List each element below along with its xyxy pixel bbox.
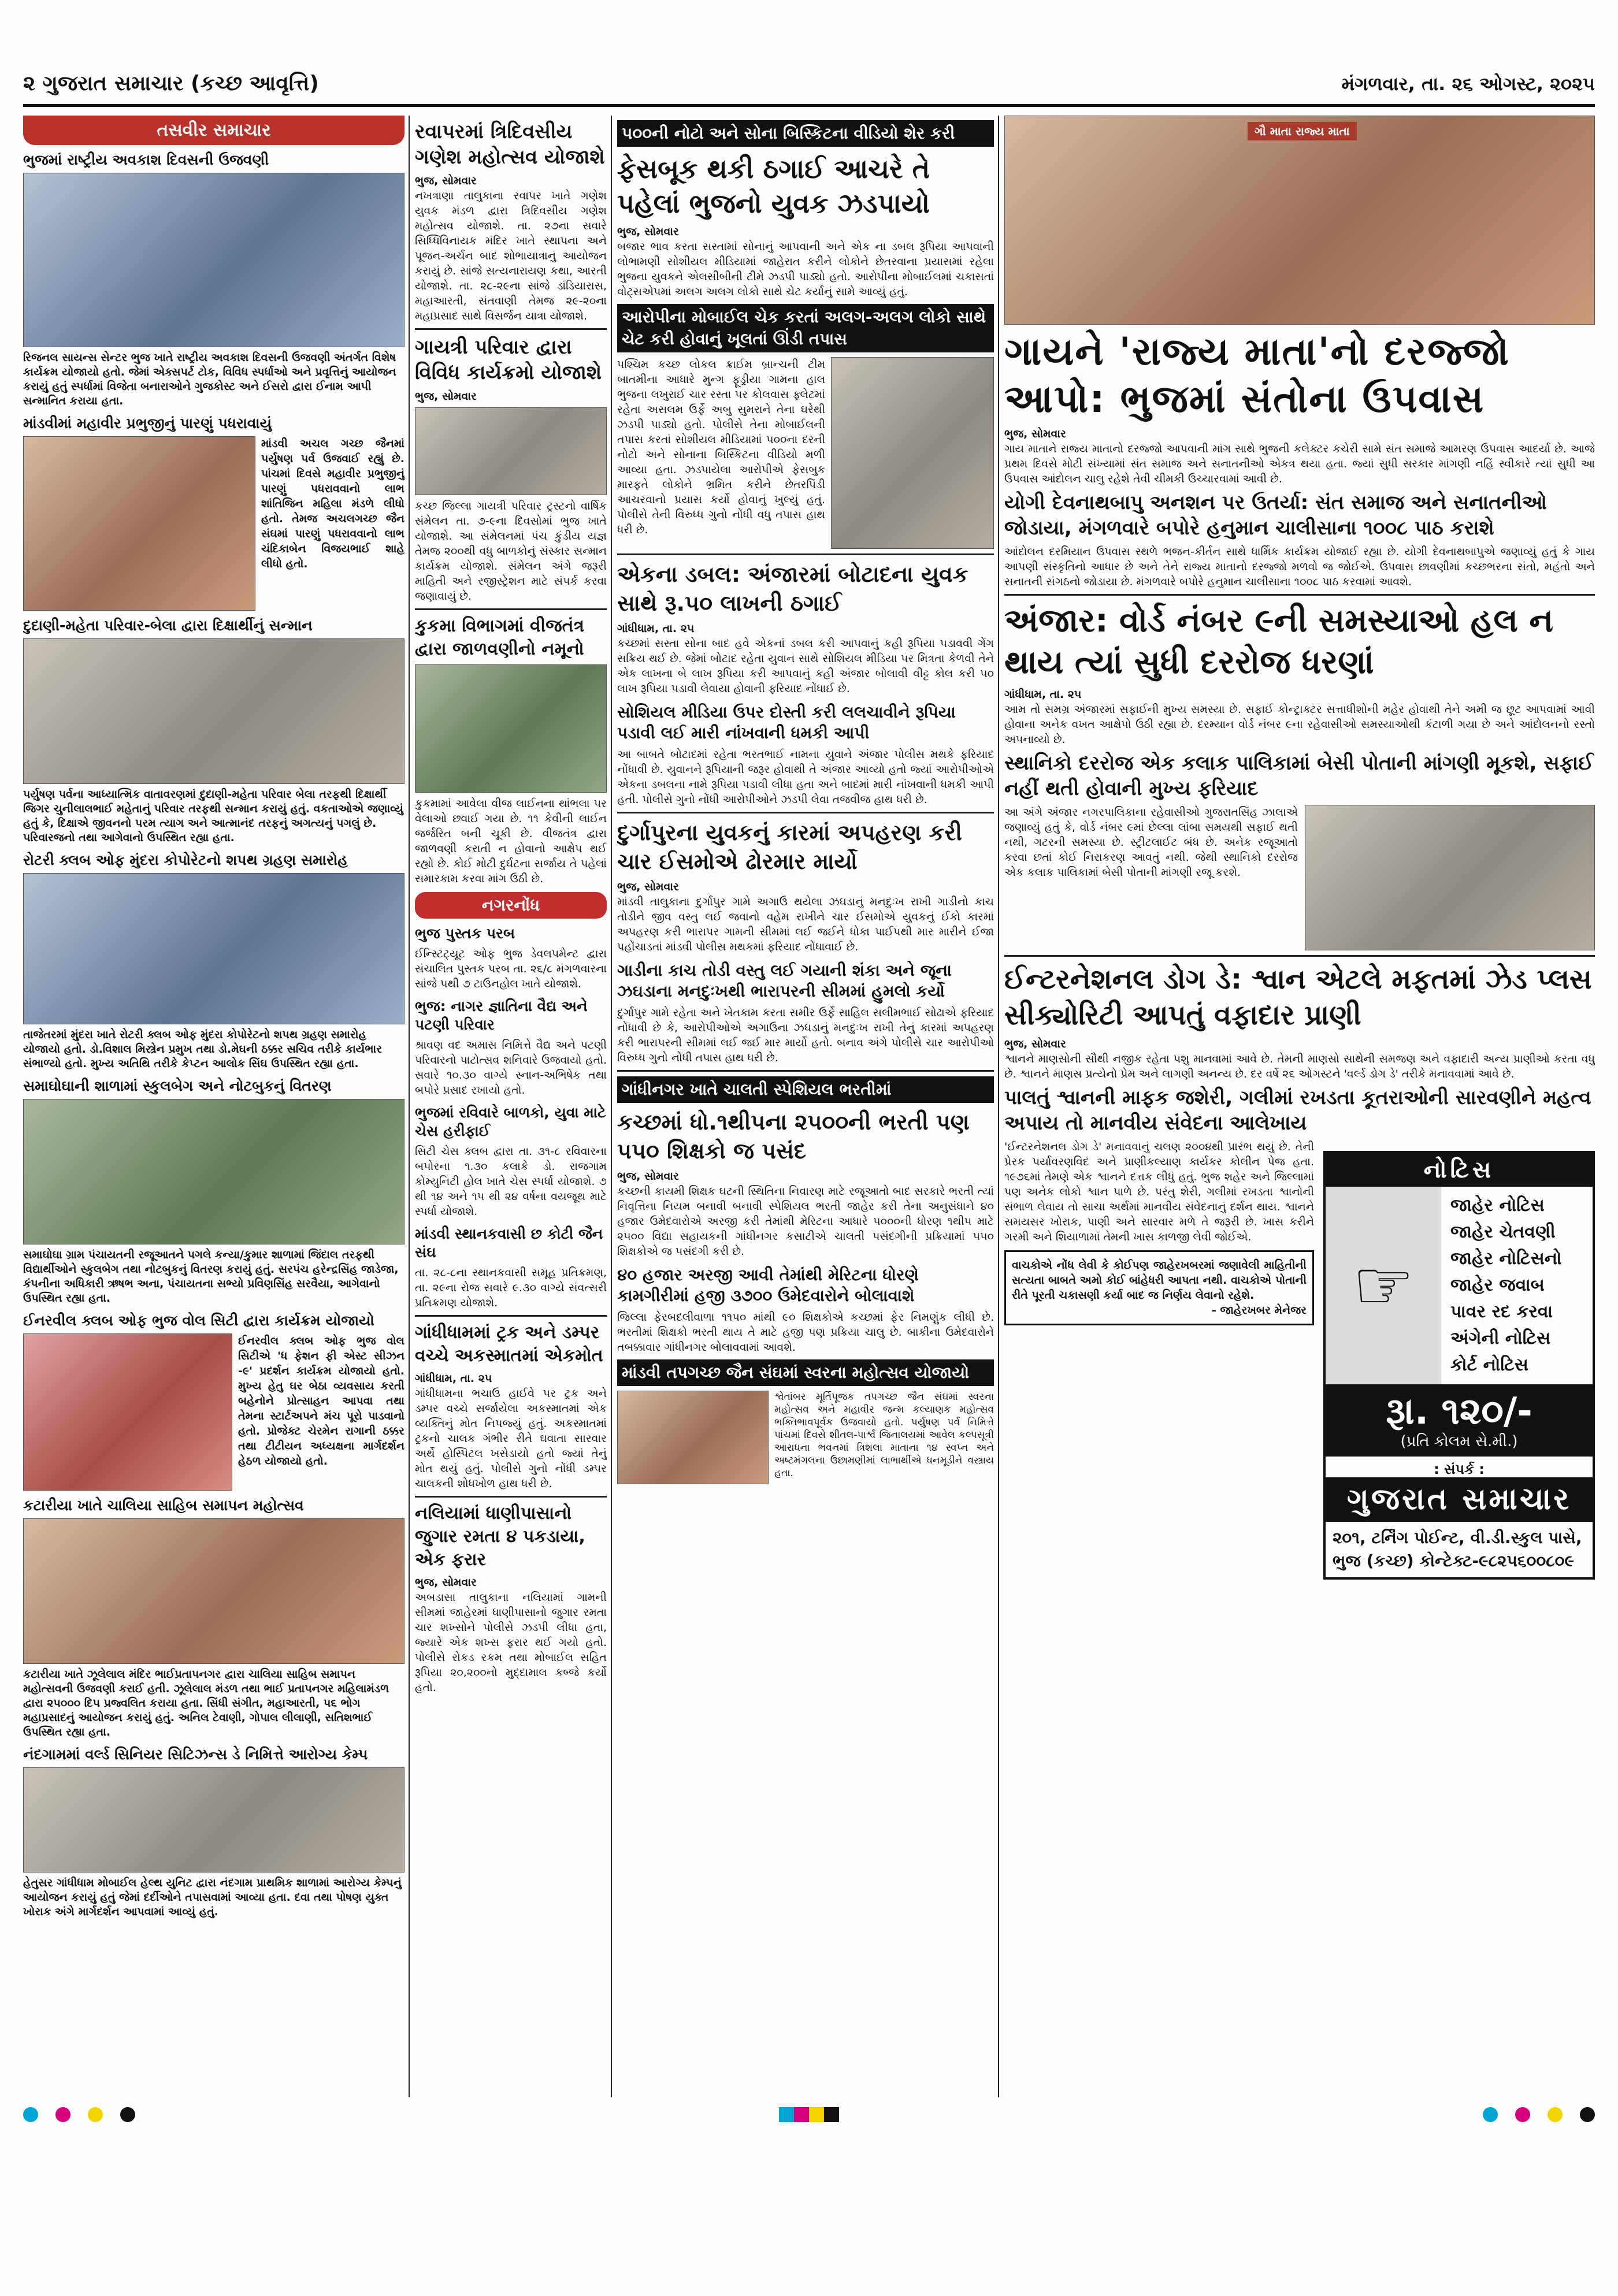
- story-body: કચ્છ જિલ્લા ગાયત્રી પરિવાર ટ્રસ્ટનો વાર્ષિક સંમેલન તા. ૭-૯ના દિવસોમાં ભુજ ખાતે યોજાશે. આ સંમેલનમાં પંચ કુંડીય યજ્ઞ તેમજ ૨૦૦થી વધુ બાળકોનું સંસ્કાર સન્માન કાર્યક્રમ યોજાશે. સંમેલન અંગે જરૂરી માહિતી અને રજીસ્ટ્રેશન માટે સંપર્ક કરવા જણાવાયું છે.: [415, 500, 607, 603]
- headline: એકના ડબલ: અંજારમાં બોટાદના યુવક સાથે રૂ.૫૦ લાખની ઠગાઈ: [617, 562, 968, 616]
- dateline: ભુજ, સોમવાર: [415, 174, 477, 187]
- column-local-briefs: [415, 116, 607, 2097]
- notice-item: પાવર રદ કરવા અંગેની નોટિસ: [1450, 1302, 1553, 1348]
- ad-disclaimer: [1004, 1250, 1314, 1325]
- column-crime-news: [617, 116, 994, 2097]
- magenta-dot-icon: [55, 2107, 70, 2122]
- headline: ગાયત્રી પરિવાર દ્વારા વિવિધ કાર્યક્રમો યોજાશે: [415, 336, 602, 384]
- classified-notice-ad: [1323, 1139, 1595, 1580]
- photo: [23, 1333, 232, 1491]
- divider: [617, 812, 994, 813]
- dateline: ભુજ, સોમવાર: [1004, 1038, 1066, 1050]
- photo-caption: કટારીયા ખાતે ઝૂલેલાલ મંદિર ભાઈપ્રતાપનગર દ્વારા ચાલિયા સાહિબ સમાપન મહોત્સવની ઉજવણી કરાઈ હતી. ઝૂલેલાલ મંડળ તથા ભાઈ પ્રતાપનગર મહિલામંડળ દ્વારા ૨૫૦૦૦ દિપ પ્રજ્વલિત કરાયા હતા. સિંધી સંગીત, મહાઆરતી, ૫૬ ભોગ મહાપ્રસાદનું આયોજન કરાયું હતું. અનિલ ટેવાણી, ગોપાલ લીલાણી, સતિશભાઈ ઉપસ્થિત રહ્યા હતા.: [23, 1668, 389, 1738]
- notice-item: જાહેર ચેતવણી: [1450, 1222, 1556, 1242]
- story-body: પશ્ચિમ કચ્છ લોકલ ક્રાઈમ બ્રાન્ચની ટીમ બાતમીના આધારે મુન્ગ ફૂડ્રીયા ગામના હાલ ભુજના લખુરાઈ ચાર રસ્તા પર કોલવાસ ફ્લેટમાં રહેતા અસલમ ઉર્ફે અબુ સુમરાને તેના ઘરેથી ઝડપી પાડ્યો હતો. પોલીસે તેના મોબાઈલની તપાસ કરતાં સોશીયલ મીડિયામાં ૫૦૦ના દરની નોટો અને સોનાના બિસ્કિટના વીડિયો મળી આવ્યા હતા. ઝડપાયેલા આરોપીએ ફેસબુક મારફતે લોકોને ભ્રમિત કરીને છેતરપિંડી આચરવાનો પ્રયાસ કર્યો હોવાનું ખુલ્યું હતું. પોલીસે તેની વિરુધ્ધ ગુનો નોંધી વધુ તપાસ હાથ ધરી છે.: [617, 358, 825, 536]
- subheadline: ગાડીના કાચ તોડી વસ્તુ લઈ ગયાની શંકા અને જૂના ઝઘડાના મનદુઃખથી ભારાપરની સીમમાં હુમલો કર્યો: [617, 961, 952, 1001]
- story-body: આંદોલન દરમિયાન ઉપવાસ સ્થળે ભજન-કીર્તન સાથે ધાર્મિક કાર્યક્રમ યોજાઈ રહ્યા છે. યોગી દેવનાથબાપુએ જણાવ્યું હતું કે ગાય આપણી સંસ્કૃતિનો આધાર છે અને તેને રાજ્ય માતાનો દરજ્જો મળવો જ જોઈએ. ઉપવાસ છાવણીમાં કચ્છભરના સંતો, મહંતો અને સનાતની સંગઠનો જોડાયા છે. મંગળવારે બપોરે હનુમાન ચાલીસાના ૧૦૦૮ પાઠ કરવામાં આવશે.: [1004, 545, 1595, 588]
- ad-price-unit: (પ્રતિ કોલમ સે.મી.): [1326, 1433, 1593, 1457]
- masthead: [23, 64, 1595, 107]
- subheadline: સોશિયલ મીડિયા ઉપર દોસ્તી કરી લલચાવીને રૂપિયા પડાવી લઈ મારી નાંખવાની ધમકી આપી: [617, 703, 956, 742]
- dateline: ભુજ, સોમવાર: [617, 880, 679, 893]
- photo: [1305, 805, 1595, 950]
- photo-caption: સમાઘોઘા ગ્રામ પંચાયતની રજૂઆતને પગલે કન્યા/કુમાર શાળામાં જિંદાલ તરફથી વિદ્યાર્થીઓને સ્કુલબેગ તથા નોટબુકનું વિતરણ કરાયું હતું. સરપંચ હરેન્દ્રસિંહ જાડેજા, કંપનીના અધિકારી ઋષભ અના, પંચાયતના સભ્યો પ્રવિણસિંહ સરવૈયા, આગેવાનો ઉપસ્થિત રહ્યા હતા.: [23, 1249, 399, 1305]
- yellow-dot-icon: [1548, 2107, 1563, 2122]
- notice-item: કોર્ટ નોટિસ: [1450, 1355, 1528, 1375]
- kicker: ૫૦૦ની નોટો અને સોના બિસ્કિટના વીડિયો શેર કરી: [617, 120, 994, 147]
- headline: રવાપરમાં ત્રિદિવસીય ગણેશ મહોત્સવ યોજાશે: [415, 120, 605, 169]
- black-dot-icon: [1580, 2107, 1595, 2122]
- story-body: માંડવી તાલુકાના દુર્ગાપુર ગામે અગાઉ થયેલા ઝઘડાનું મનદુઃખ રાખી ગાડીનો કાચ તોડીને જીવ વસ્તુ લઈ જવાનો વહેમ રાખીને ચાર ઈસમોએ યુવકનું ઈકો કારમાં અપહરણ કરી ભારાપર ગામની સીમમાં લઈ જઈને ધોકા પાઈપથી માર મારીને ઈજા પહોંચાડતાં માંડવી પોલીસ મથકમાં ફરિયાદ નોંધાવાઈ છે.: [617, 896, 994, 953]
- magenta-dot-icon: [1515, 2107, 1530, 2122]
- headline: દુર્ગાપુરના યુવકનું કારમાં અપહરણ કરી ચાર ઈસમોએ ઢોરમાર માર્યો: [617, 820, 962, 874]
- dateline: ભુજ, સોમવાર: [617, 1170, 679, 1183]
- divider: [415, 328, 607, 330]
- black-dot-icon: [120, 2107, 135, 2122]
- brief-title: ભુજ પુસ્તક પરબ: [415, 925, 515, 942]
- photo: [23, 173, 404, 347]
- story-body: જિલ્લા ફેરબદલીવાળા ૧૧૫૦ માંથી ૯૦ શિક્ષકોએ કચ્છમાં ફેર નિમણુંક લીધી છે. ભરતીમાં શિક્ષકો ભરતી થાય તે માટે હજી પણ પ્રક્રિયા ચાલુ છે. બાકીના ઉમેદવારોને તબક્કાવાર ગાંધીનગર બોલાવવામાં આવશે.: [617, 1311, 994, 1354]
- column-rule: [998, 116, 999, 2097]
- masthead-left: ૨ ગુજરાત સમાચાર (કચ્છ આવૃત્તિ): [23, 72, 319, 95]
- story-body: કુકમામાં આવેલા વીજ લાઈનના થાંભલા પર વેલાઓ છવાઈ ગયા છે. ૧૧ કેવીની લાઈન જર્જરિત બની ચૂકી છે. વીજતંત્ર દ્વારા જાળવણી કરાતી ન હોવાનો આક્ષેપ થઈ રહ્યો છે. કોઈ મોટી દુર્ઘટના સર્જાય તે પહેલાં સમારકામ કરવા માંગ ઉઠી છે.: [415, 797, 607, 885]
- notice-item: જાહેર નોટિસ: [1450, 1195, 1545, 1216]
- story-body: માંડવી અચલ ગચ્છ જૈનમાં પર્યુષણ પર્વ ઉજવાઈ રહ્યું છે. પાંચમાં દિવસે મહાવીર પ્રભુજીનું પારણું પધરાવવાનો લાભ શાંતિજિન મહિલા મંડળે લીધો હતો. તેમજ અચલગચ્છ જૈન સંઘમાં પારણું પધરાવવાનો લાભ ચંદિકાબેન વિજયભાઈ શાહે લીધો હતો.: [261, 437, 404, 570]
- brief-title: માંડવી સ્થાનકવાસી છ કોટી જૈન સંઘ: [415, 1225, 603, 1261]
- photo: [23, 1518, 404, 1664]
- story-title: રોટરી ક્લબ ઓફ મુંદરા કોપોરેટનો શપથ ગ્રહણ સમારોહ: [23, 852, 348, 868]
- dateline: ભુજ, સોમવાર: [415, 390, 477, 403]
- photo: [23, 1767, 404, 1873]
- cyan-swatch-icon: [779, 2107, 794, 2122]
- story-title: ભુજમાં રાષ્ટ્રીય અવકાશ દિવસની ઉજવણી: [23, 151, 269, 168]
- column-rule: [611, 116, 612, 2097]
- divider: [1004, 955, 1595, 957]
- headline: કચ્છમાં ધો.૧થી૫ના ૨૫૦૦ની ભરતી પણ ૫૫૦ શિક્ષકો જ પસંદ: [617, 1109, 970, 1164]
- headline: ગાંધીધામમાં ટ્રક અને ડમ્પર વચ્ચે અકસ્માતમાં એકમોત: [415, 1322, 603, 1366]
- column-photo-news: [23, 116, 404, 2097]
- divider: [617, 1070, 994, 1072]
- story-title: નંદગામમાં વર્લ્ડ સિનિયર સિટિઝન્સ ડે નિમિત્તે આરોગ્ય કેમ્પ: [23, 1746, 368, 1763]
- dateline: ગાંધીધામ, તા. ૨૫: [617, 622, 695, 635]
- subheadline: પાલતું શ્વાનની માફક જશેરી, ગલીમાં રખડતા કૂતરાઓની સારવણીને મહત્વ અપાય તો માનવીય સંવેદના આલેખાય: [1004, 1086, 1591, 1135]
- lead-photo: [1004, 116, 1595, 325]
- story-body: આ અંગે અંજાર નગરપાલિકાના રહેવાસીઓ ગુજરાતસિંહ ઝાલાએ જણાવ્યું હતું કે, વોર્ડ નંબર ૯માં છેલ્લા લાંબા સમયથી સફાઈ થતી નથી, ગટરની સમસ્યા છે. સ્ટ્રીટલાઈટ બંધ છે. અનેક રજૂઆતો કરવા છતાં કોઈ નિરાકરણ આવતું નથી. જેથી સ્થાનિકો દરરોજ એક કલાક પાલિકામાં બેસી પોતાની માંગણી રજૂ કરશે.: [1004, 806, 1298, 879]
- story-body: કચ્છની કાયમી શિક્ષક ઘટની સ્થિતિના નિવારણ માટે રજૂઆતો બાદ સરકારે ભરતી ત્યાં નિવૃત્તિના નિયમ બનાવી બનાવી સ્પેશિયલ ભરતી જાહેર કરી તેના અનુસંધાને ૪૦ હજાર ઉમેદવારોએ અરજી કરી તેમાંથી મેરિટના આધારે ૫૦૦૦ની ધોરણ ૧થી૫ માટે ૨૫૦૦ વિદ્યા સહાયકની ગાંધીનગર કસાટીએ ચાલતી પસંદગીની પ્રક્રિયામાં ૫૫૦ શિક્ષકોએ જ પસંદગી કરી છે.: [617, 1185, 994, 1258]
- headline: અંજાર: વોર્ડ નંબર ૯ની સમસ્યાઓ હલ ન થાય ત્યાં સુધી દરરોજ ધરણાં: [1004, 602, 1554, 681]
- section-banner: તસવીર સમાચાર: [23, 116, 404, 145]
- story-body: બજાર ભાવ કરતા સસ્તામાં સોનાનું આપવાની અને એક ના ડબલ રૂપિયા આપવાની લોભામણી સોશીયલ મીડિયામાં જાહેરાત કરીને લોકોને છેતરવાના પ્રયાસમાં રહેલા ભુજના યુવકને એલસીબીની ટીમે ઝડપી પાડ્યો હતો. આરોપીના મોબાઈલમાં ચકાસતાં વોટ્સએપમાં અલગ અલગ લોકો સાથે ચેટ કર્યાનું સામે આવ્યું હતું.: [617, 240, 994, 298]
- story-title: કટારીયા ખાતે ચાલિયા સાહિબ સમાપન મહોત્સવ: [23, 1497, 304, 1514]
- registration-dots: [1483, 2107, 1595, 2122]
- print-registration-strip: [23, 2103, 1595, 2126]
- brief-body: શ્રાવણ વદ અમાસ નિમિત્તે વૈદ્ય અને પટણી પરિવારનો પાટોત્સવ શનિવારે ઉજવાયો હતો. સવારે ૧૦.૩૦ વાગ્યે સ્નાન-અભિષેક તથા બપોરે પ્રસાદ રખાયો હતો.: [415, 1039, 607, 1097]
- notice-title: નોટિસ: [1326, 1153, 1593, 1187]
- subheadline: સ્થાનિકો દરરોજ એક કલાક પાલિકામાં બેસી પોતાની માંગણી મૂકશે, સફાઈ નહીં થતી હોવાની મુખ્ય ફરિયાદ: [1004, 752, 1594, 800]
- black-swatch-icon: [824, 2107, 839, 2122]
- photo: [23, 638, 404, 784]
- divider: [415, 1315, 607, 1317]
- lead-headline: ગાયને 'રાજ્ય માતા'નો દરજ્જો આપો: ભુજમાં સંતોના ઉપવાસ: [1004, 329, 1510, 421]
- photo-caption: તાજેતરમાં મુંદરા ખાતે રોટરી ક્લબ ઓફ મુંદરા કોપોરેટનો શપથ ગ્રહણ સમારોહ યોજાયો હતો. ડો.વિશાલ મિસ્ત્રેન પ્રમુખ તથા ડો.મેઘની ઠક્કર સચિવ તરીકે કાર્યભાર સંભાળ્યો હતો. મુખ્ય અતિથિ તરીકે કેપ્ટન આલોક સિંઘ ઉપસ્થિત રહ્યા હતા.: [23, 1028, 383, 1070]
- divider: [415, 608, 607, 610]
- photo-caption: પર્યુષણ પર્વના આધ્યાત્મિક વાતાવરણમાં દુદાણી-મહેતા પરિવાર બેલા તરફથી દિક્ષાર્થી જિગર ચુનીલાલભાઈ મહેતાનું પરિવાર તરફથી સન્માન કરાયું હતું. વકતાઓએ જણાવ્યું હતું કે, દિક્ષાએ જીવનનો પરમ ત્યાગ અને આત્માનંદ તરફનું અગત્યનું પગલું છે. પરિવારજનો તથા આગેવાનો ઉપસ્થિત રહ્યા હતા.: [23, 788, 403, 844]
- photo: [617, 1391, 769, 1484]
- dateline: ગાંધીધામ, તા. ૨૫: [415, 1372, 492, 1385]
- story-body: શ્વાનને માણસોની સૌથી નજીક રહેતા પશુ માનવામાં આવે છે. તેમની માણસો સાથેની સમજણ અને વફાદારી અન્ય પ્રાણીઓ કરતા વધુ છે. શ્વાનને માણસ પ્રત્યેનો પ્રેમ અને લાગણી અનન્ય છે. દર વર્ષે ૨૬ ઓગસ્ટને 'વર્લ્ડ ડોગ ડે' તરીકે મનાવવામાં આવે છે.: [1004, 1053, 1595, 1080]
- section-banner: નગરનોંધ: [415, 892, 607, 919]
- headline: ફેસબૂક થકી ઠગાઈ આચરે તે પહેલાં ભુજનો યુવક ઝડપાયો: [617, 153, 930, 219]
- photo: [23, 873, 404, 1024]
- story-body: ગાય માતાને રાજ્ય માતાનો દરજ્જો આપવાની માંગ સાથે ભુજની કલેક્ટર કચેરી સામે સંત સમાજે આમરણ ઉપવાસ આદર્યા છે. આજે પ્રથમ દિવસે મોટી સંખ્યામાં સંત સમાજ અને સનાતનીઓ એકત્ર થયા હતા. જ્યાં સુધી સરકાર માંગણી નહિં સ્વીકારે ત્યાં સુધી આ ઉપવાસ આંદોલન ચાલુ રહેશે તેવી ચીમકી ઉચ્ચારવામાં આવી છે.: [1004, 443, 1595, 485]
- story-body: નખત્રાણા તાલુકાના રવાપર ખાતે ગણેશ યુવક મંડળ દ્વારા ત્રિદિવસીય ગણેશ મહોત્સવ યોજાશે. તા. ૨૭ના સવારે સિધ્ધિવિનાયક મંદિર ખાતે સ્થાપના અને પૂજન-અર્ચન બાદ શોભાયાત્રાનું આયોજન કરાયું છે. સાંજે સત્યનારાયણ કથા, આરતી યોજાશે. તા. ૨૮-૨૯ના સાંજે ડાંડિયારાસ, મહાઆરતી, સંતવાણી તેમજ ૨૯-૨૦ના મહાપ્રસાદ સાથે વિસર્જન યાત્રા યોજાશે.: [415, 190, 607, 322]
- cyan-dot-icon: [23, 2107, 38, 2122]
- headline: નલિયામાં ધાણીપાસાનો જુગાર રમતા ૪ પકડાયા, એક ફરાર: [415, 1503, 585, 1570]
- contact-label: : સંપર્ક :: [1434, 1461, 1485, 1477]
- color-bars: [779, 2107, 839, 2122]
- story-body: આ બાબતે બોટાદમાં રહેતા ભરતભાઈ નામના યુવાને અંજાર પોલીસ મથકે ફરિયાદ નોંધાવી છે. યુવાનને રૂપિયાની જરૂર હોવાથી તે અંજાર આવ્યો હતો જ્યાં આરોપીઓએ એકના ડબલના નામે રૂપિયા પડાવી લીધા હતા અને બાદમાં મારી નાંખવાની ધમકી આપી હતી. પોલીસે ગુનો નોંધી આરોપીઓને ઝડપી લેવા તજવીજ હાથ ધરી છે.: [617, 748, 994, 806]
- dateline: ભુજ, સોમવાર: [617, 225, 679, 238]
- story-body: કચ્છમાં સસ્તા સોના બાદ હવે એકનાં ડબલ કરી આપવાનું કહી રૂપિયા પડાવવી ગેંગ સક્રિય થઈ છે. જેમાં બોટાદ રહેતા યુવાન સાથે સોશિયલ મીડિયા પર મિત્રતા કેળવી તેને એક લાખના બે લાખ રૂપિયા કરી આપવાનું કહી અંજાર બોલાવી વીટ્ટ કોલ કરી ૫૦ લાખ રૂપિયા પડાવી લેવાયા હોવાની ફરિયાદ નોંધાઈ છે.: [617, 637, 994, 695]
- subheadline: ૪૦ હજાર અરજી આવી તેમાંથી મેરિટના ધોરણે કામગીરીમાં હજી ૩૭૦૦ ઉમેદવારોને બોલાવાશે: [617, 1265, 919, 1305]
- notice-item: જાહેર નોટિસનો જાહેર જવાબ: [1450, 1249, 1562, 1295]
- divider: [1004, 594, 1595, 596]
- photo: [415, 407, 607, 495]
- disclaimer-signature: - જાહેરખબર મેનેજર: [1212, 1304, 1307, 1317]
- subheadline: માંડવી તપગચ્છ જૈન સંઘમાં સ્વરના મહોત્સવ યોજાયો: [617, 1359, 994, 1386]
- story-body: 'ઈન્ટરનેશનલ ડોગ ડે' મનાવવાનું ચલણ ૨૦૦૪થી પ્રારંભ થયું છે. તેની પ્રેરક પર્યાવરણવિદ અને પ્રાણીકલ્યાણ કાર્યકર કોલીન પેજ હતા. ૧૯૭૬માં તેમણે એક શ્વાનને દત્તક લીધું હતું. ભુજ શહેર અને જિલ્લામાં પણ અનેક લોકો શ્વાન પાળે છે. પરંતુ શેરી, ગલીમાં રખડતા શ્વાનોની સંભાળ લેવાય તો સાચા અર્થમાં માનવીય સંવેદનાનું દર્શન થાય. શ્વાનને સમયસર ખોરાક, પાણી અને સારવાર મળે તે જરૂરી છે. ખાસ કરીને ગરમી અને શિયાળામાં તેમની ખાસ કાળજી લેવી જોઈએ.: [1004, 1140, 1314, 1243]
- masthead-date: મંગળવાર, તા. ૨૬ ઓગસ્ટ, ૨૦૨૫: [1341, 72, 1595, 95]
- brief-body: ઈન્સ્ટિટ્યૂટ ઓફ ભુજ ડેવલપમેન્ટ દ્વારા સંચાલિત પુસ્તક પરબ તા. ૨૬/૮ મંગળવારના સાંજે ૫થી ૭ ટાઉનહોલ ખાતે યોજાશે.: [415, 948, 607, 990]
- registration-dots: [23, 2107, 135, 2122]
- pointing-hand-icon: ☞: [1326, 1187, 1441, 1384]
- photo: [831, 357, 994, 549]
- story-body: દુર્ગાપુર ગામે રહેતા અને ખેતકામ કરતા સમીર ઉર્ફે સાહિલ સલીમભાઈ સોઢાએ ફરિયાદ નોંધાવી છે કે, આરોપીઓએ અગાઉના ઝઘડાનું મનદુઃખ રાખી તેનું કારમાં અપહરણ કરી ભારાપરની સીમમાં લઈ જઈ માર માર્યો હતો. બનાવ અંગે પોલીસે ચાર આરોપીઓ વિરુધ્ધ ગુનો નોંધી તપાસ હાથ ધરી છે.: [617, 1006, 994, 1064]
- column-rule: [409, 116, 410, 2097]
- photo: [23, 436, 255, 611]
- disclaimer-text: વાચકોએ નોંધ લેવી કે કોઈપણ જાહેરખબરમાં જણાવેલી માહિતીની સત્યતા બાબતે અમો કોઈ બાંહેધરી આપતા નથી. વાચકોએ પોતાની રીતે પૂરતી ચકાસણી કર્યા બાદ જ નિર્ણય લેવાનો રહેશે.: [1012, 1259, 1307, 1302]
- brief-body: સિટી ચેસ ક્લબ દ્વારા તા. ૩૧-૮ રવિવારના બપોરના ૧.૩૦ કલાકે ડો. રાજગામ કોમ્યુનિટી હોલ ખાતે ચેસ સ્પર્ધા યોજાશે. ૭ થી ૧૪ અને ૧૫ થી ૨૪ વર્ષના વયજૂથ માટે સ્પર્ધા યોજાશે.: [415, 1145, 607, 1218]
- story-body: શ્વેતાંબર મૂર્તિપૂજક તપગચ્છ જૈન સંઘમાં સ્વરના મહોત્સવ અને મહાવીર જન્મ કલ્યાણક મહોત્સવ ભક્તિભાવપૂર્વક ઉજવાયો હતો. પર્યુષણ પર્વ નિમિત્તે પાંચમાં દિવસે શીતલ-પાર્શ્વ જિનાલયમાં આવેલ કલ્પસૂત્રી આરાધના ભવનમાં ત્રિશલા માતાના ૧૪ સ્વપ્ન અને અષ્ટમંગલના ઉછામણીમાં લાભાર્થીએ ધનમૂડીને વસ્ત્રાય હતા.: [774, 1391, 994, 1479]
- magenta-swatch-icon: [794, 2107, 809, 2122]
- subheadline: આરોપીના મોબાઈલ ચેક કરતાં અલગ-અલગ લોકો સાથે ચેટ કરી હોવાનું ખૂલતાં ઊંડી તપાસ: [617, 304, 994, 352]
- cyan-dot-icon: [1483, 2107, 1498, 2122]
- photo: [415, 664, 607, 793]
- subheadline: યોગી દેવનાથબાપુ અનશન પર ઉતર્યા: સંત સમાજ અને સનાતનીઓ જોડાયા, મંગળવારે બપોરે હનુમાન ચાલીસાના ૧૦૦૮ પાઠ કરાશે: [1004, 491, 1547, 540]
- divider: [617, 553, 994, 555]
- divider: [415, 1496, 607, 1498]
- headline: કુકમા વિભાગમાં વીજતંત્ર દ્વારા જાળવણીનો નમૂનો: [415, 616, 585, 659]
- brief-title: ભુજમાં રવિવારે બાળકો, યુવા માટે ચેસ હરીફાઈ: [415, 1104, 606, 1139]
- story-body: અબડાસા તાલુકાના નલિયામાં ગામની સીમમાં જાહેરમાં ધાણીપાસાનો જુગાર રમતા ચાર શખ્સોને પોલીસે ઝડપી લીધા હતા, જ્યારે એક શખ્સ ફરાર થઈ ગયો હતો. પોલીસે રોકડ રકમ તથા મોબાઈલ સહિત રૂપિયા ૨૦,૨૦૦નો મુદ્દામાલ કબ્જે કર્યો હતો.: [415, 1591, 607, 1694]
- photo: [23, 1099, 404, 1244]
- photo-caption: હેતુસર ગાંધીધામ મોબાઈલ હેલ્થ યુનિટ દ્વારા નંદગામ પ્રાથમિક શાળામાં આરોગ્ય કેમ્પનું આયોજન કરાયું હતું જેમાં દર્દીઓને તપાસવામાં આવ્યા હતા. દવા તથા પોષણ યુક્ત ખોરાક અંગે માર્ગદર્શન આપવામાં આવ્યું હતું.: [23, 1877, 402, 1918]
- story-body: આમ તો સમગ્ર અંજારમાં સફાઈની મુખ્ય સમસ્યા છે. સફાઈ કોન્ટ્રાક્ટર સત્તાધીશોની મહેર હોવાથી તેને અમી જ છૂટ આપવામાં આવી હોવાના અનેક વખત આક્ષેપો ઉઠી રહ્યા છે. દરમ્યાન વોર્ડ નંબર ૯ના રહેવાસીઓ સમસ્યાઓથી કંટાળી ગયા છે અને આંદોલનનો રસ્તો અપનાવ્યો છે.: [1004, 703, 1595, 746]
- contact-address: ૨૦૧, ટર્નિંગ પોઈન્ટ, વી.ડી.સ્કુલ પાસે, ભુજ (કચ્છ) કોન્ટેક્ટ-૯૮૨૫૬૦૦૮૦૯: [1333, 1528, 1582, 1570]
- photo-banner-text: ગૌ માતા રાજ્ય માતા: [1248, 122, 1357, 140]
- photo-caption: રિજનલ સાયન્સ સેન્ટર ભુજ ખાતે રાષ્ટ્રીય અવકાશ દિવસની ઉજવણી અંતર્ગત વિશેષ કાર્યક્રમ યોજાયો હતો. જેમાં એક્સપર્ટ ટોક, વિવિધ સ્પર્ધાઓ અને પ્રવૃત્તિનું આયોજન કરાયું હતું સ્પર્ધામાં વિજેતા બનારાઓને ગુજકોસ્ટ અને ઈસરો દ્વારા ઈનામ આપી સન્માનિત કરાયા હતા.: [23, 351, 396, 407]
- brief-body: તા. ૨૮-૮ના સ્થાનકવાસી સમૂહ પ્રતિક્રમણ, તા. ૨૯ના રોજ સવારે ૯.૩૦ વાગ્યે સંવત્સરી પ્રતિક્રમણ યોજાશે.: [415, 1266, 607, 1309]
- kicker: ગાંધીનગર ખાતે ચાલતી સ્પેશિયલ ભરતીમાં: [617, 1076, 994, 1103]
- story-body: ગાંધીધામના ભચાઉ હાઈવે પર ટ્રક અને ડમ્પર વચ્ચે સર્જાયેલા અકસ્માતમાં એક વ્યક્તિનું મોત નિપજ્યું હતું. અકસ્માતમાં ટ્રકનો ચાલક ગંભીર રીતે ઘવાતા સારવાર અર્થે હોસ્પિટલ ખસેડાયો હતો જ્યાં તેનું મોત થયું હતું. પોલીસે ગુનો નોંધી ડમ્પર ચાલકની શોધખોળ હાથ ધરી છે.: [415, 1387, 607, 1490]
- story-title: માંડવીમાં મહાવીર પ્રભુજીનું પારણું પધરાવાયું: [23, 415, 272, 432]
- yellow-swatch-icon: [809, 2107, 824, 2122]
- headline: ઈન્ટરનેશનલ ડોગ ડે: શ્વાન એટલે મફતમાં ઝેડ પ્લસ સીક્યોરિટી આપતું વફાદાર પ્રાણી: [1004, 963, 1592, 1031]
- story-body: ઈનરવીલ ક્લબ ઓફ ભુજ વોલ સિટીએ 'ધ ફેશન ફી એસ્ટ સીઝન -૯' પ્રદર્શન કાર્યક્રમ યોજાયો હતો. મુખ્ય હેતુ ઘર બેઠા વ્યવસાય કરતી બહેનોને પ્રોત્સાહન આપવા તથા તેમના સ્ટાર્ટઅપને મંચ પૂરો પાડવાનો હતો. પ્રોજેક્ટ ચેરમેન રાગાની ઠક્કર તથા ટીટીયન અધ્યક્ષના માર્ગદર્શન હેઠળ યોજાયો હતો.: [238, 1335, 404, 1467]
- brand-logo: ગુજરાત સમાચાર: [1326, 1477, 1593, 1522]
- dateline: ગાંધીધામ, તા. ૨૫: [1004, 688, 1082, 701]
- story-title: સમાઘોઘાની શાળામાં સ્કુલબેગ અને નોટબુકનું વિતરણ: [23, 1078, 332, 1094]
- yellow-dot-icon: [88, 2107, 103, 2122]
- story-title: ઈનરવીલ ક્લબ ઓફ ભુજ વોલ સિટી દ્વારા કાર્યક્રમ યોજાયો: [23, 1312, 374, 1329]
- notice-list: [1441, 1187, 1593, 1384]
- dateline: ભુજ, સોમવાર: [415, 1576, 477, 1589]
- dateline: ભુજ, સોમવાર: [1004, 428, 1066, 440]
- column-lead-news: [1004, 116, 1595, 2097]
- brief-title: ભુજ: નાગર જ્ઞાતિના વૈદ્ય અને પટણી પરિવાર: [415, 998, 588, 1033]
- ad-price: રૂા. ૧૨૦/-: [1326, 1384, 1593, 1433]
- story-title: દુદાણી-મહેતા પરિવાર-બેલા દ્વારા દિક્ષાર્થીનું સન્માન: [23, 617, 313, 634]
